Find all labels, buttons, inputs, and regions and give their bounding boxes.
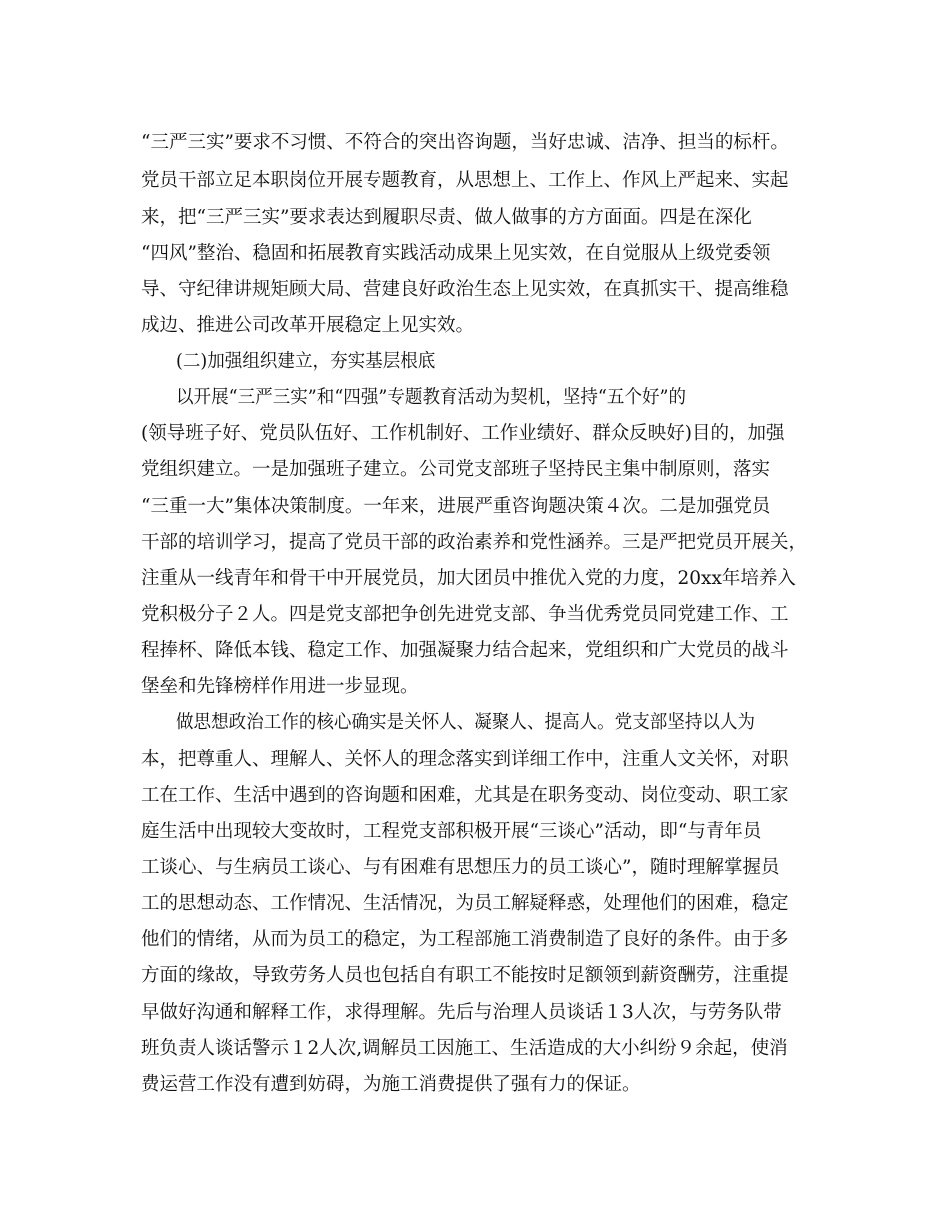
text-line: 党员干部立足本职岗位开展专题教育，从思想上、工作上、作风上严起来、实起: [141, 170, 789, 191]
text-line: 庭生活中出现较大变故时，工程党支部积极开展“三谈心”活动，即“与青年员: [141, 821, 762, 842]
text-line: 堡垒和先锋榜样作用进一步显现。: [141, 676, 419, 697]
text-line: 工谈心、与生病员工谈心、与有困难有思想压力的员工谈心”，随时理解掌握员: [141, 857, 780, 878]
text-line: 注重从一线青年和骨干中开展党员，加大团员中推优入党的力度，20xx年培养入: [141, 568, 796, 589]
text-line: 成边、推进公司改革开展稳定上见实效。: [141, 315, 475, 336]
text-line: 做思想政治工作的核心确实是关怀人、凝聚人、提高人。党支部坚持以人为: [176, 712, 756, 733]
section-heading: (二)加强组织建立，夯实基层根底: [176, 351, 436, 372]
text-line: 干部的培训学习，提高了党员干部的政治素养和党性涵养。三是严把党员开展关，: [141, 532, 808, 553]
text-line: 以开展“三严三实”和“四强”专题教育活动为契机，坚持“五个好”的: [176, 387, 687, 408]
text-line: 本，把尊重人、理解人、关怀人的理念落实到详细工作中，注重人文关怀，对职: [141, 749, 789, 770]
text-line: “四风”整治、稳固和拓展教育实践活动成果上见实效，在自觉服从上级党委领: [141, 243, 771, 264]
text-line: 程捧杯、降低本钱、稳定工作、加强凝聚力结合起来，党组织和广大党员的战斗: [141, 640, 789, 661]
text-line: 费运营工作没有遭到妨碍，为施工消费提供了强有力的保证。: [141, 1074, 641, 1095]
text-line: 他们的情绪，从而为员工的稳定，为工程部施工消费制造了良好的条件。由于多: [141, 929, 789, 950]
text-line: 工的思想动态、工作情况、生活情况，为员工解疑释惑，处理他们的困难，稳定: [141, 893, 789, 914]
text-line: 党组织建立。一是加强班子建立。公司党支部班子坚持民主集中制原则，落实: [141, 459, 771, 480]
text-line: “三重一大”集体决策制度。一年来，进展严重咨询题决策４次。二是加强党员: [141, 496, 771, 517]
text-line: 早做好沟通和解释工作，求得理解。先后与治理人员谈话１3人次，与劳务队带: [141, 1002, 782, 1023]
text-line: 方面的缘故，导致劳务人员也包括自有职工不能按时足额领到薪资酬劳，注重提: [141, 965, 789, 986]
text-line: 班负责人谈话警示１2人次,调解员工因施工、生活造成的大小纠纷９余起，使消: [141, 1038, 788, 1059]
text-line: “三严三实”要求不习惯、不符合的突出咨询题，当好忠诚、洁净、担当的标杆。: [141, 132, 789, 153]
text-line: 导、守纪律讲规矩顾大局、营建良好政治生态上见实效，在真抓实干、提高维稳: [141, 279, 789, 300]
text-line: 党积极分子２人。四是党支部把争创先进党支部、争当优秀党员同党建工作、工: [141, 604, 789, 625]
text-line: 来，把“三严三实”要求表达到履职尽责、做人做事的方方面面。四是在深化: [141, 207, 752, 228]
text-line: 工在工作、生活中遇到的咨询题和困难，尤其是在职务变动、岗位变动、职工家: [141, 785, 789, 806]
text-line: (领导班子好、党员队伍好、工作机制好、工作业绩好、群众反映好)目的，加强: [141, 423, 785, 444]
